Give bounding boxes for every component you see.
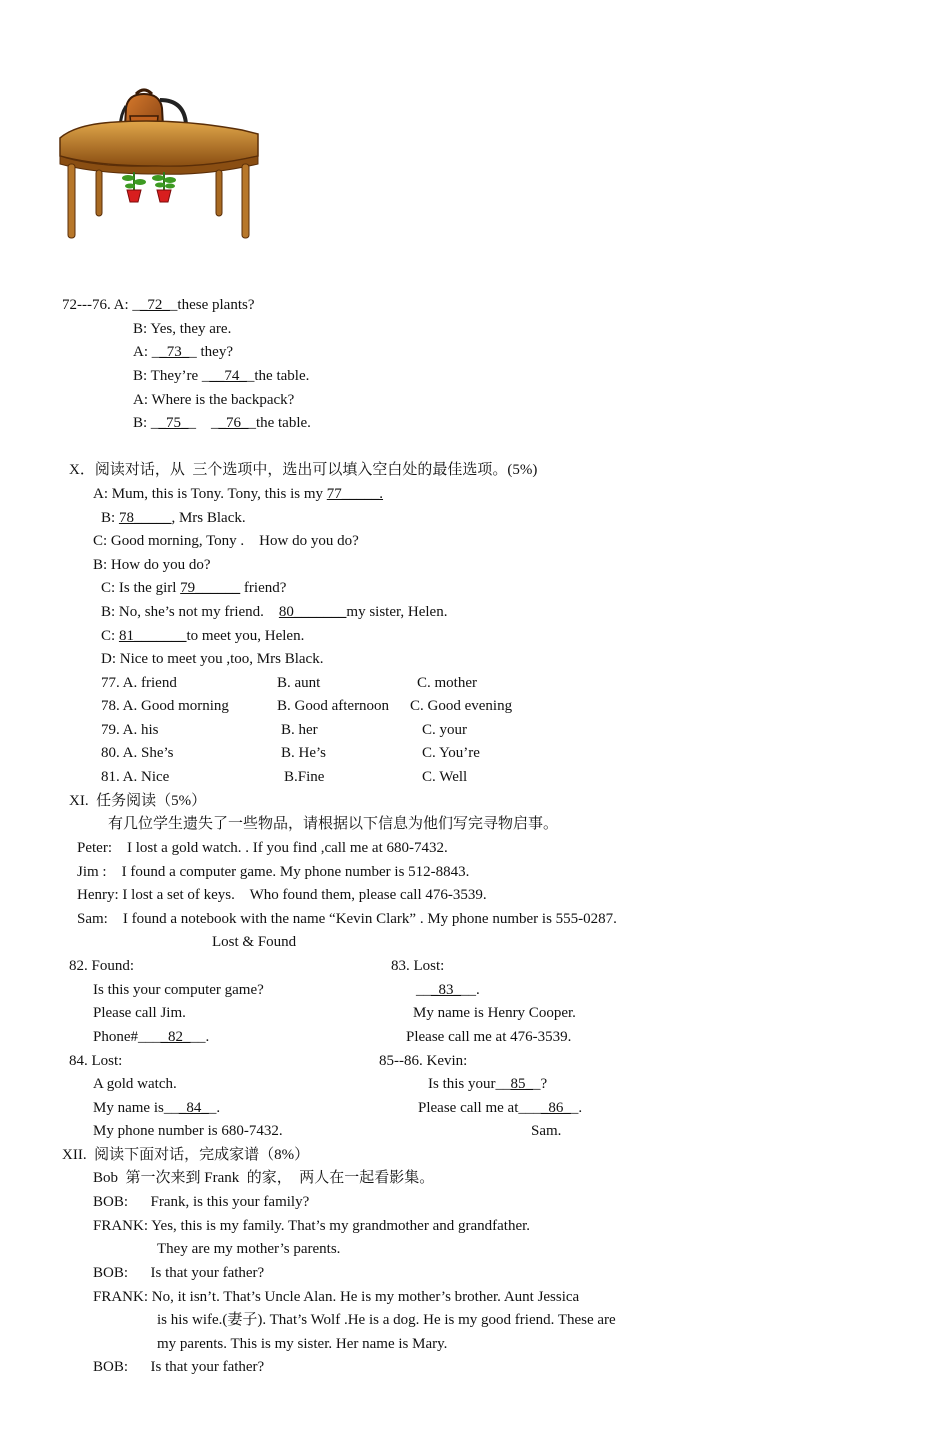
notice-line-84: My name is___84__. bbox=[93, 1100, 221, 1116]
potted-plant-icon bbox=[152, 172, 176, 202]
info-line: Sam: I found a notebook with the name “Kevin Clark” . My phone number is 555-0287. bbox=[77, 911, 617, 927]
notice-line: Is this your computer game? bbox=[93, 982, 264, 998]
notice-line: A gold watch. bbox=[93, 1076, 177, 1092]
dialogue-line-78: B: 78_____, Mrs Black. bbox=[101, 510, 246, 526]
section-heading-x: X．阅读对话，从 三个选项中，选出可以填入空白处的最佳选项。(5%) bbox=[69, 462, 538, 478]
option-b: B. Good afternoon bbox=[277, 698, 390, 714]
notice-title-83: 83. Lost: bbox=[391, 958, 445, 974]
dialogue-line-81: C: 81_______to meet you, Helen. bbox=[101, 628, 305, 644]
notice-title-84: 84. Lost: bbox=[69, 1053, 123, 1069]
option-a: 80. A. She’s bbox=[101, 745, 174, 761]
notice-line-85: Is this your__85__? bbox=[428, 1076, 548, 1092]
dialogue-line-72: 72---76. A: __72__these plants? bbox=[62, 297, 255, 313]
dialogue-line: D: Nice to meet you ,too, Mrs Black. bbox=[101, 651, 324, 667]
notice-line: Please call Jim. bbox=[93, 1005, 186, 1021]
notice-signature: Sam. bbox=[531, 1123, 562, 1139]
section-heading-xi: XI. 任务阅读（5%） bbox=[69, 793, 207, 809]
option-a: 78. A. Good morning bbox=[101, 698, 229, 714]
dialogue-line: C: Good morning, Tony . How do you do? bbox=[93, 533, 359, 549]
notice-line: My name is Henry Cooper. bbox=[413, 1005, 576, 1021]
section-heading-xii: XII. 阅读下面对话，完成家谱（8%） bbox=[62, 1147, 310, 1163]
dialogue-line-75-76: B: __75__ __76__the table. bbox=[133, 415, 311, 431]
lost-found-title: Lost & Found bbox=[212, 934, 297, 950]
dialogue-line: They are my mother’s parents. bbox=[157, 1241, 341, 1257]
dialogue-line-77: A: Mum, this is Tony. Tony, this is my 77_____. bbox=[93, 486, 384, 502]
notice-title-82: 82. Found: bbox=[69, 958, 135, 974]
option-c: C. Well bbox=[422, 769, 468, 785]
notice-title-85: 85--86. Kevin: bbox=[379, 1053, 468, 1069]
notice-line-83: ___83___. bbox=[416, 982, 480, 998]
notice-line-86: Please call me at____86__. bbox=[418, 1100, 583, 1116]
dialogue-line: BOB: Is that your father? bbox=[93, 1265, 265, 1281]
dialogue-line-73: A: __73__ they? bbox=[133, 344, 233, 360]
dialogue-line: BOB: Is that your father? bbox=[93, 1359, 265, 1375]
option-c: C. your bbox=[422, 722, 467, 738]
dialogue-line-74: B: They’re ___74__the table. bbox=[133, 368, 310, 384]
info-line: Jim : I found a computer game. My phone number is 512-8843. bbox=[77, 864, 470, 880]
dialogue-line: B: Yes, they are. bbox=[133, 321, 232, 337]
section-intro: Bob 第一次来到 Frank 的家， 两人在一起看影集。 bbox=[93, 1170, 435, 1186]
option-b: B. her bbox=[281, 722, 318, 738]
dialogue-line: FRANK: Yes, this is my family. That’s my grandmother and grandfather. bbox=[93, 1218, 531, 1234]
notice-line: My phone number is 680-7432. bbox=[93, 1123, 283, 1139]
potted-plant-icon bbox=[122, 172, 146, 202]
option-a: 81. A. Nice bbox=[101, 769, 170, 785]
dialogue-line: BOB: Frank, is this your family? bbox=[93, 1194, 310, 1210]
dialogue-line-80: B: No, she’s not my friend. 80_______my sister, Helen. bbox=[101, 604, 448, 620]
option-a: 79. A. his bbox=[101, 722, 159, 738]
notice-line-82: Phone#____82___. bbox=[93, 1029, 210, 1045]
section-intro: 有几位学生遗失了一些物品，请根据以下信息为他们写完寻物启事。 bbox=[108, 816, 559, 832]
option-c: C. You’re bbox=[422, 745, 480, 761]
option-c: C. Good evening bbox=[410, 698, 513, 714]
dialogue-line: B: How do you do? bbox=[93, 557, 211, 573]
notice-line: Please call me at 476-3539. bbox=[406, 1029, 572, 1045]
option-b: B.Fine bbox=[284, 769, 325, 785]
dialogue-line: FRANK: No, it isn’t. That’s Uncle Alan. He is my mother’s brother. Aunt Jessica bbox=[93, 1289, 580, 1305]
info-line: Peter: I lost a gold watch. . If you find ,call me at 680-7432. bbox=[77, 840, 448, 856]
dialogue-line: A: Where is the backpack? bbox=[133, 392, 295, 408]
option-a: 77. A. friend bbox=[101, 675, 177, 691]
option-b: B. aunt bbox=[277, 675, 321, 691]
dialogue-line: my parents. This is my sister. Her name is Mary. bbox=[157, 1336, 448, 1352]
info-line: Henry: I lost a set of keys. Who found them, please call 476-3539. bbox=[77, 887, 487, 903]
option-c: C. mother bbox=[417, 675, 477, 691]
dialogue-line: is his wife.(妻子). That’s Wolf .He is a dog. He is my good friend. These are bbox=[157, 1312, 616, 1328]
option-b: B. He’s bbox=[281, 745, 326, 761]
table-backpack-illustration bbox=[56, 86, 261, 246]
dialogue-line-79: C: Is the girl 79______ friend? bbox=[101, 580, 287, 596]
